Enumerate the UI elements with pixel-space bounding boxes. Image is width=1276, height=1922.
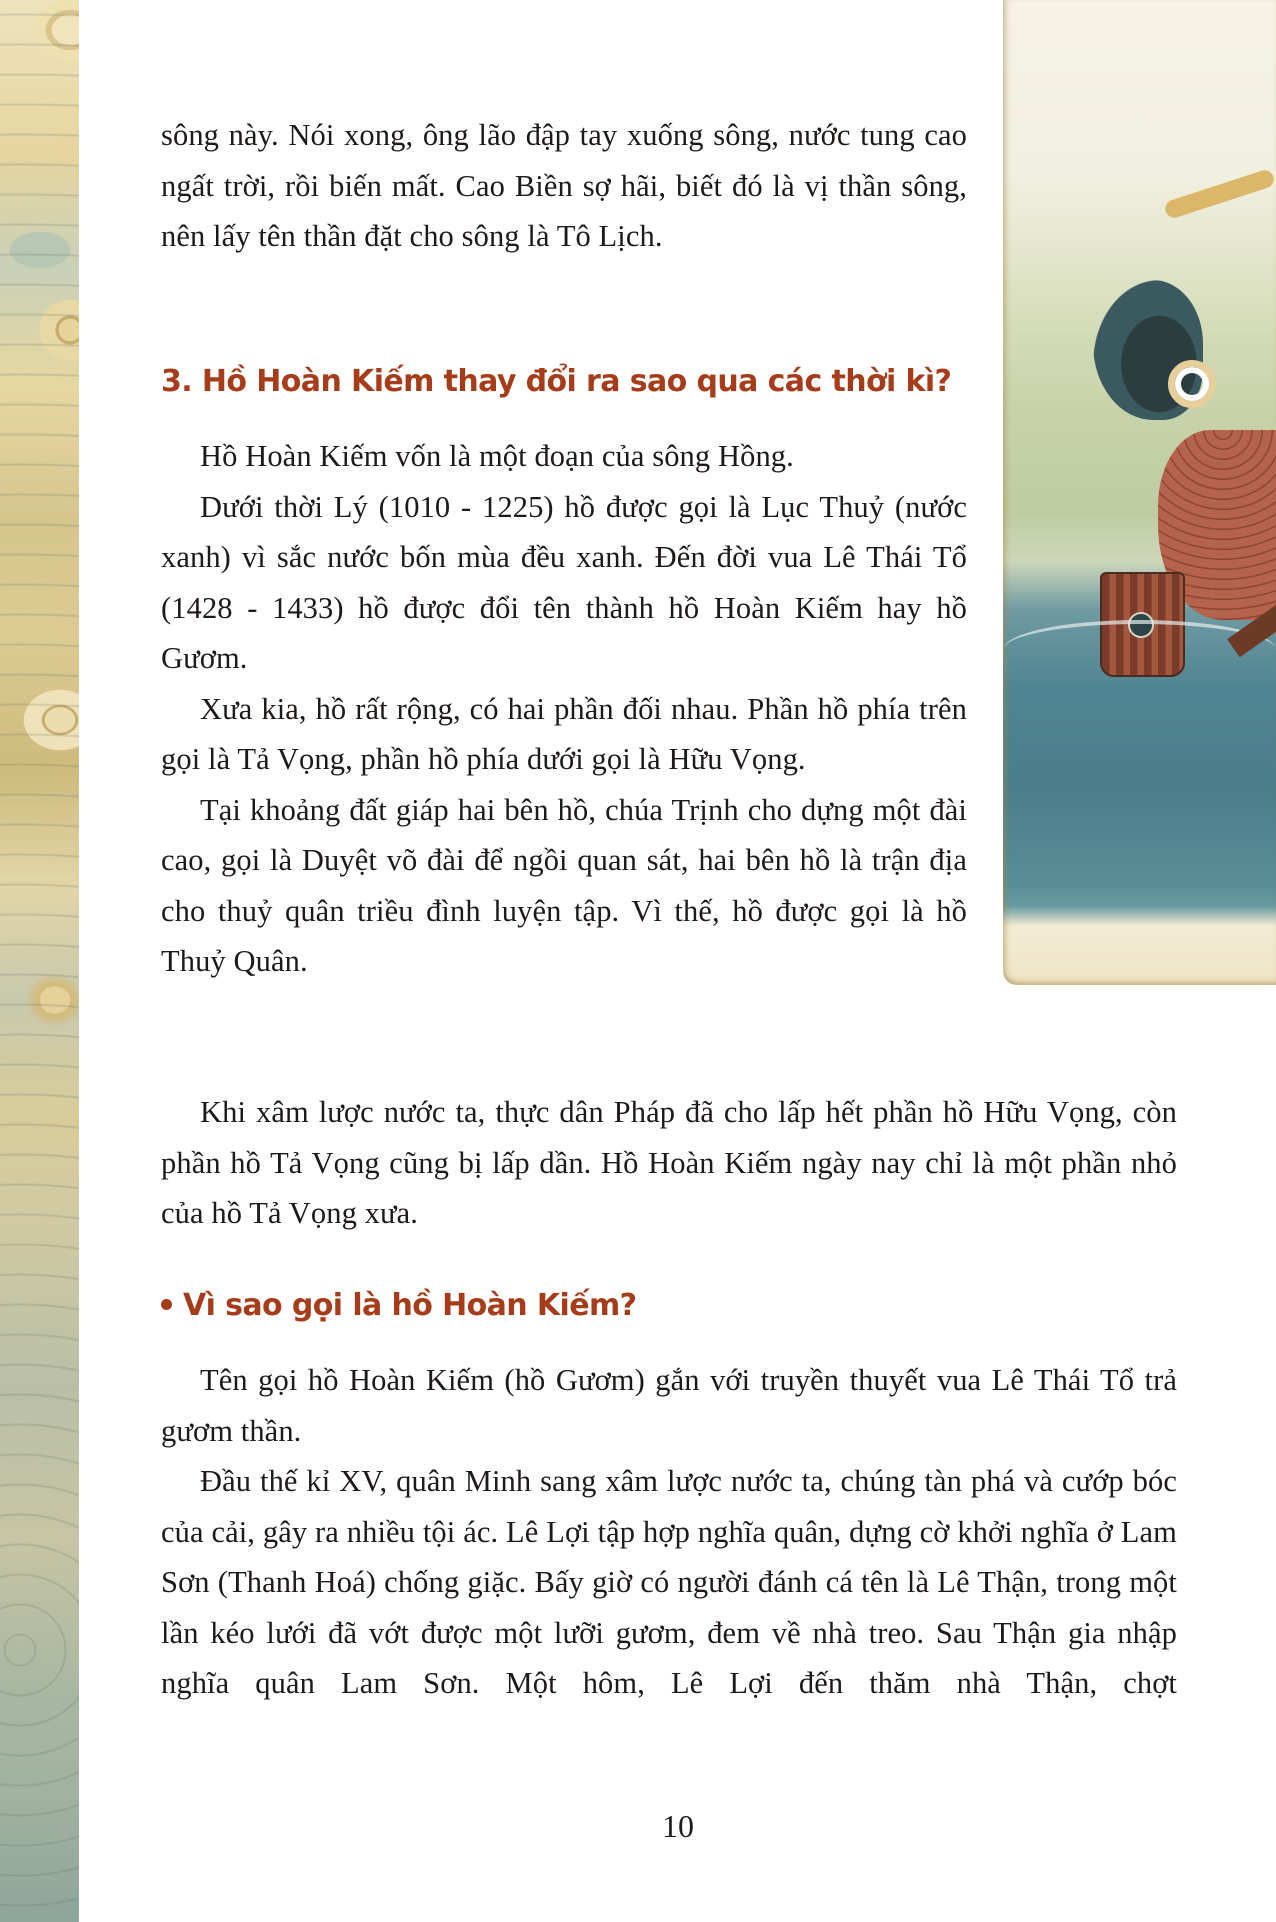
left-decorative-border [0,0,79,1922]
section3-body-wide [161,1087,1177,1239]
dragon-boat-illustration [1003,0,1276,985]
paragraph: Tên gọi hồ Hoàn Kiếm (hồ Gươm) gắn với truyền thuyết vua Lê Thái Tổ trả gươm thần. [161,1363,1177,1448]
swirl-ornament [1168,360,1216,408]
paragraph: Xưa kia, hồ rất rộng, có hai phần đối nhau. Phần hồ phía trên gọi là Tả Vọng, phần hồ phía dưới gọi là Hữu Vọng. [161,691,967,776]
page-number: 10 [662,1808,694,1844]
paragraph: Khi xâm lược nước ta, thực dân Pháp đã cho lấp hết phần hồ Hữu Vọng, còn phần hồ Tả Vọng cũng bị lấp dần. Hồ Hoàn Kiếm ngày nay chỉ là một phần nhỏ của hồ Tả Vọng xưa. [161,1095,1177,1230]
bullet-icon [161,1299,172,1310]
subsection-heading-text: Vì sao gọi là hồ Hoàn Kiếm? [183,1288,637,1323]
paragraph: Tại khoảng đất giáp hai bên hồ, chúa Trịnh cho dựng một đài cao, gọi là Duyệt võ đài để ngồi quan sát, hai bên hồ là trận địa cho thuỷ quân triều đình luyện tập. Vì thế, hồ được gọi là hồ Thuỷ Quân. [161,792,967,978]
paragraph: Dưới thời Lý (1010 - 1225) hồ được gọi là Lục Thuỷ (nước xanh) vì sắc nước bốn mùa đều xanh. Đến đời vua Lê Thái Tổ (1428 - 1433) hồ được đổi tên thành hồ Hoàn Kiếm hay hồ Gươm. [161,489,967,675]
subsection-body [161,1355,1177,1709]
section-heading: 3. Hồ Hoàn Kiếm thay đổi ra sao qua các thời kì? [161,364,952,399]
paragraph: Đầu thế kỉ XV, quân Minh sang xâm lược nước ta, chúng tàn phá và cướp bóc của cải, gây ra nhiều tội ác. Lê Lợi tập hợp nghĩa quân, dựng cờ khởi nghĩa ở Lam Sơn (Thanh Hoá) chống giặc. Bấy giờ có người đánh cá tên là Lê Thận, trong một lần kéo lưới đã vớt được một lưỡi gươm, đem về nhà treo. Sau Thận gia nhập nghĩa quân Lam Sơn. Một hôm, Lê Lợi đến thăm nhà Thận, chợt [161,1464,1177,1700]
dragon-tongue-shape [1163,168,1276,220]
intro-block [161,110,967,262]
section3-body-narrow [161,431,967,987]
subsection-heading [161,1288,636,1323]
paragraph: Hồ Hoàn Kiếm vốn là một đoạn của sông Hồng. [200,439,794,473]
intro-paragraph: sông này. Nói xong, ông lão đập tay xuống sông, nước tung cao ngất trời, rồi biến mất. Cao Biền sợ hãi, biết đó là vị thần sông, nên lấy tên thần đặt cho sông là Tô Lịch. [161,118,967,253]
